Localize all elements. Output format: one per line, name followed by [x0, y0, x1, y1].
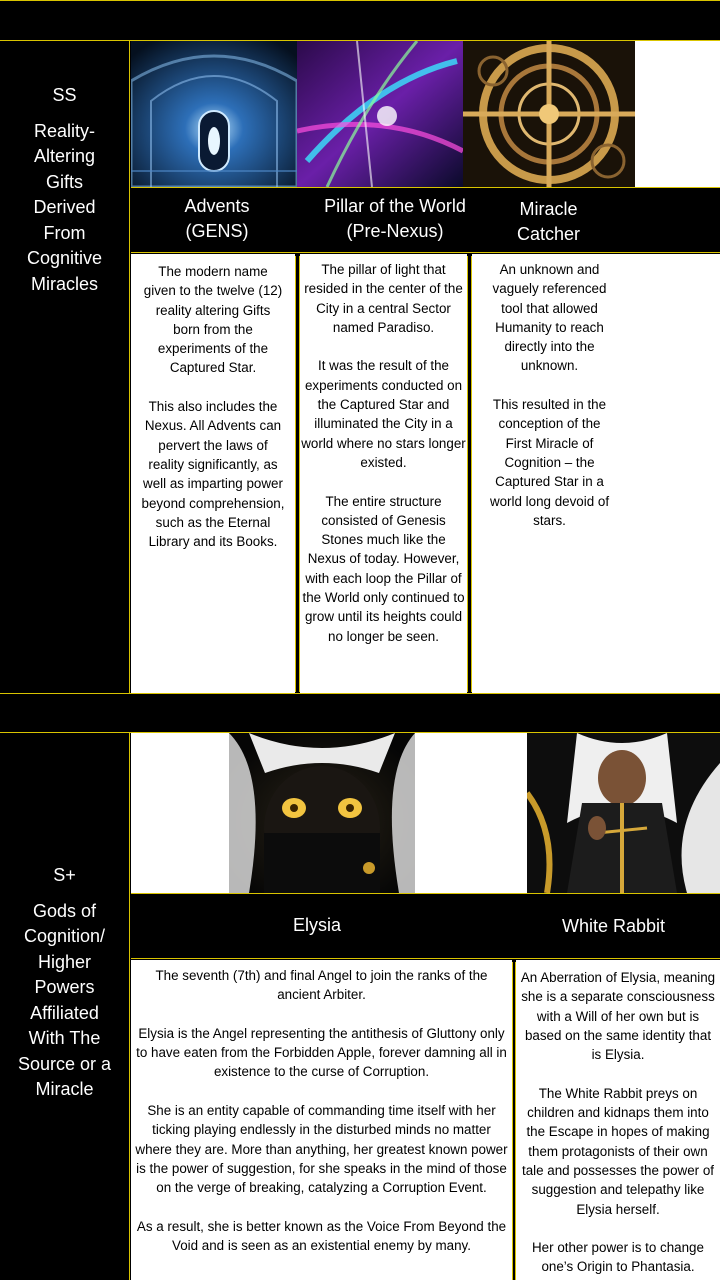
miracle-catcher-heading: Miracle Catcher [516, 199, 581, 244]
white-rabbit-description [516, 960, 720, 1280]
elysia-text: The seventh (7th) and final Angel to join the ranks of the ancient Arbiter. Elysia is the Angel representing the antithesis of Gluttony only to have eaten from the Forbidden Apple, forever damning all in existence to the curse of Corruption. She is an entity capable of commanding time itself with her ticking playing endlessly in the disturbed minds no matter where they are. More than anything, her greatest known power is the power of suggestion, for she speaks in the mind of those on the verge of breaking, catalyzing a Corruption Event. As a result, she is better known as the Voice From Beyond the Void and is seen as an existential enemy by many. [135, 968, 508, 1254]
art-row-filler [635, 41, 720, 187]
advents-artwork [131, 41, 297, 187]
tier-description: Gods of Cognition/ Higher Powers Affiliated With The Source or a Miracle [17, 900, 112, 1099]
white-rabbit-heading: White Rabbit [561, 916, 666, 936]
elysia-description [131, 960, 512, 1280]
advents-heading: Advents (GENS) [184, 196, 250, 241]
top-band [0, 0, 720, 41]
tier-label-s-plus [0, 733, 130, 1280]
elysia-portrait [229, 733, 415, 893]
middle-band [0, 693, 720, 733]
white-rabbit-text: An Aberration of Elysia, meaning she is a separate consciousness with a Will of her own but is based on the same identity that is Elysia. The White Rabbit preys on children and kidnaps them into the Escape in hopes of making them protagonists of their own tale and possesses the power of suggestion and telepathy like Elysia herself. Her other power is to change one’s Origin to Phantasia. [520, 970, 716, 1275]
miracle-catcher-artwork [463, 41, 635, 187]
tier-description: Reality- Altering Gifts Derived From Cognitive Miracles [26, 120, 103, 294]
section1-heading-row [131, 187, 720, 253]
advents-description [131, 254, 295, 693]
miracle-catcher-description [472, 254, 720, 693]
advents-text: The modern name given to the twelve (12) reality altering Gifts born from the experiments of the Captured Star. This also includes the Nexus. All Advents can pervert the laws of reality significantly, as well as imparting power beyond comprehension, such as the Eternal Library and its Books. [141, 264, 285, 550]
section2-heading-row [131, 893, 720, 959]
white-rabbit-portrait [527, 733, 720, 893]
tier-label-ss [0, 41, 130, 693]
pillar-artwork [297, 41, 463, 187]
pillar-heading: Pillar of the World (Pre-Nexus) [324, 196, 466, 241]
elysia-heading: Elysia [292, 915, 341, 935]
tier-grade: SS [52, 85, 77, 105]
tier-grade: S+ [53, 865, 76, 885]
pillar-description [300, 254, 467, 693]
miracle-catcher-text: An unknown and vaguely referenced tool that allowed Humanity to reach directly into the unknown. This resulted in the conception of the First Miracle of Cognition – the Captured Star in a world long devoid of stars. [489, 262, 610, 528]
pillar-text: The pillar of light that resided in the center of the City in a central Sector named Paradiso. It was the result of the experiments conducted on the Captured Star and illuminated the City in a world where no stars longer existed. The entire structure consisted of Genesis Stones much like the Nexus of today. However, with each loop the Pillar of the World only continued to grow until its heights could no longer be seen. [301, 262, 466, 644]
